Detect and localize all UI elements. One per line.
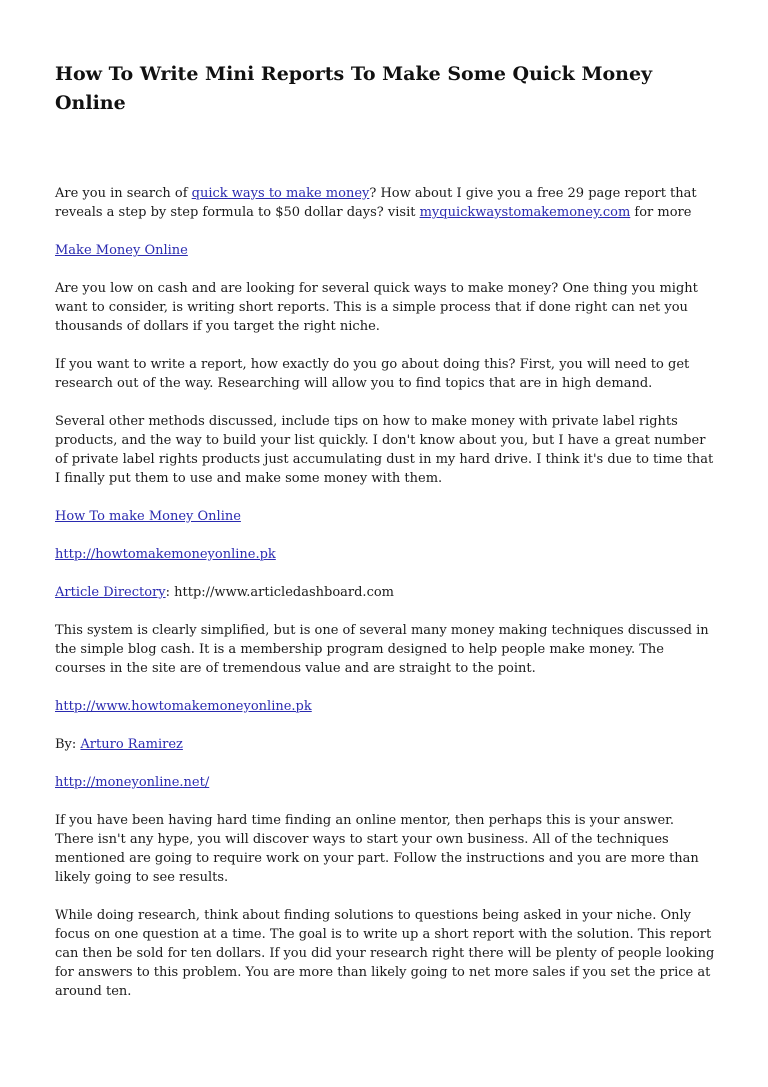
www-howtomakemoneyonline-link[interactable]: http://www.howtomakemoneyonline.pk — [55, 699, 312, 714]
document-page — [55, 60, 715, 1020]
article-directory-link[interactable]: Article Directory — [55, 585, 166, 600]
body-paragraph-1: Are you low on cash and are looking for several quick ways to make money? One thing you might want to consider, is writing short reports. This is a simple process that if done right can net you thousands of dollars if you target the right niche. — [55, 281, 698, 334]
author-link[interactable]: Arturo Ramirez — [80, 737, 183, 752]
moneyonline-url-paragraph — [55, 773, 715, 792]
article-directory-paragraph — [55, 583, 715, 602]
body-paragraph-3: Several other methods discussed, include tips on how to make money with private label rights products, and the way to build your list quickly. I don't know about you, but I have a great number of private label rights products just accumulating dust in my hard drive. I think it's due to time that I finally put them to use and make some money with them. — [55, 414, 714, 486]
make-money-online-link[interactable]: Make Money Online — [55, 243, 188, 258]
body-paragraph-5: If you have been having hard time finding an online mentor, then perhaps this is your answer. There isn't any hype, you will discover ways to start your own business. All of the techniques mentioned are going to require work on your part. Follow the instructions and you are more than likely going to see results. — [55, 813, 699, 885]
intro-text-start: Are you in search of — [55, 186, 192, 201]
byline-prefix: By: — [55, 737, 81, 752]
myquickways-link[interactable]: myquickwaystomakemoney.com — [419, 205, 631, 220]
moneyonline-net-link[interactable]: http://moneyonline.net/ — [55, 775, 210, 790]
howtomakemoneyonline-url-link[interactable]: http://howtomakemoneyonline.pk — [55, 547, 276, 562]
body-paragraph-2: If you want to write a report, how exactly do you go about doing this? First, you will need to get research out of the way. Researching will allow you to find topics that are in high demand. — [55, 357, 690, 391]
how-to-make-money-paragraph — [55, 507, 715, 526]
article-directory-url-text: : http://www.articledashboard.com — [165, 585, 395, 600]
body-paragraph-6: While doing research, think about finding solutions to questions being asked in your niche. Only focus on one question at a time. The goal is to write up a short report with the solution. This report can then be sold for ten dollars. If you did your research right there will be plenty of people looking for answers to this problem. You are more than likely going to net more sales if you set the price at around ten. — [55, 908, 715, 999]
page-title: How To Write Mini Reports To Make Some Quick Money Online — [55, 63, 653, 114]
intro-text-end: for more — [630, 205, 692, 220]
byline-paragraph — [55, 735, 715, 754]
make-money-online-paragraph — [55, 241, 715, 260]
article-body — [55, 184, 715, 1001]
quick-ways-link[interactable]: quick ways to make money — [191, 186, 370, 201]
howtomakemoneyonline-url-paragraph — [55, 545, 715, 564]
www-url-paragraph — [55, 697, 715, 716]
how-to-make-money-online-link[interactable]: How To make Money Online — [55, 509, 241, 524]
intro-paragraph — [55, 184, 715, 222]
intro-text-middle: ? How about I give you a free 29 page report that reveals a step by step formula to $50 dollar days? visit — [55, 186, 697, 220]
body-paragraph-4: This system is clearly simplified, but is one of several many money making techniques discussed in the simple blog cash. It is a membership program designed to help people make money. The courses in the site are of tremendous value and are straight to the point. — [55, 623, 709, 676]
